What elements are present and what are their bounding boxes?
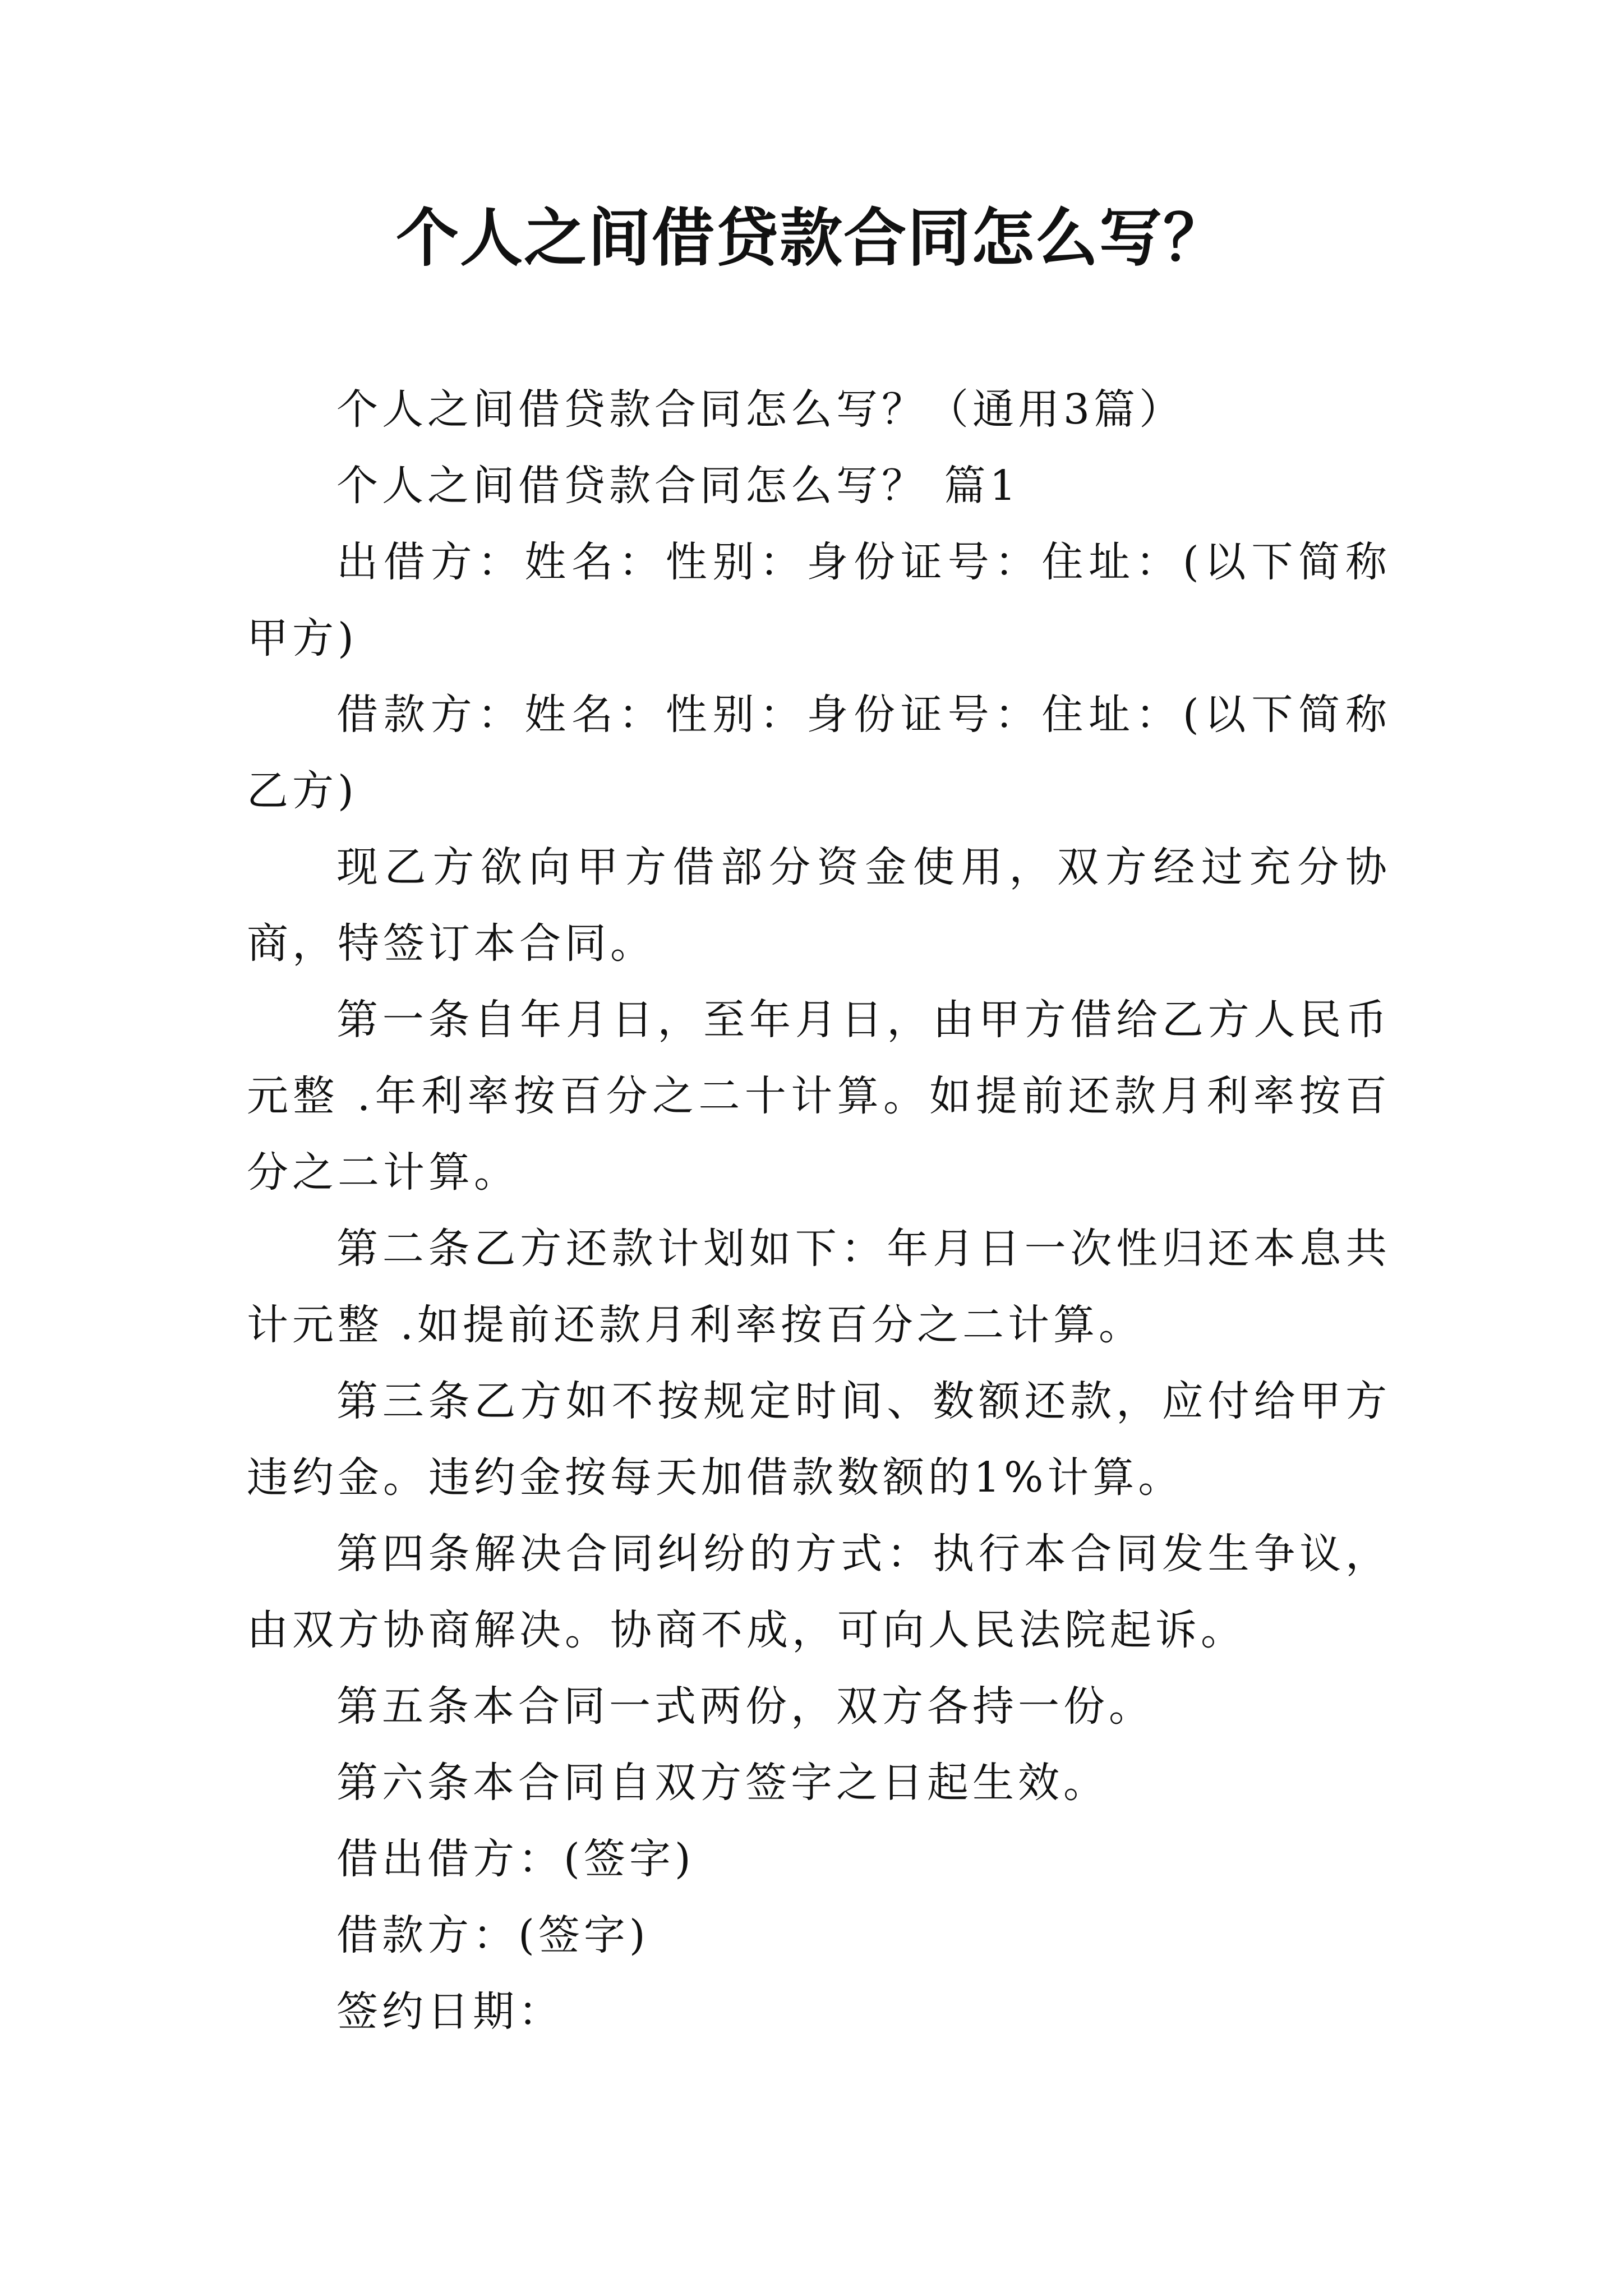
paragraph-borrower: 借款方：姓名：性别：身份证号：住址：(以下简称乙方): [247, 691, 1391, 815]
paragraph-article-4: 第四条解决合同纠纷的方式：执行本合同发生争议，由双方协商解决。协商不成，可向人民法院起诉。: [247, 1530, 1391, 1654]
paragraph-article-5: 第五条本合同一式两份，双方各持一份。: [336, 1682, 1154, 1731]
paragraph-article-6: 第六条本合同自双方签字之日起生效。: [336, 1759, 1109, 1807]
paragraph-section-heading: 个人之间借贷款合同怎么写？ 篇1: [336, 462, 1020, 510]
signing-date: 签约日期：: [336, 1987, 564, 2036]
paragraph-subtitle: 个人之间借贷款合同怎么写？（通用3篇）: [336, 385, 1185, 434]
page-title: 个人之间借贷款合同怎么写？: [396, 201, 1227, 275]
signature-borrower: 借款方：(签字): [336, 1911, 649, 1959]
paragraph-article-3: 第三条乙方如不按规定时间、数额还款，应付给甲方违约金。违约金按每天加借款数额的1%计算。: [247, 1377, 1391, 1502]
paragraph-preamble: 现乙方欲向甲方借部分资金使用，双方经过充分协商，特签订本合同。: [247, 843, 1391, 968]
signature-lender: 借出借方：(签字): [336, 1835, 695, 1883]
paragraph-article-1: 第一条自年月日，至年月日，由甲方借给乙方人民币元整 .年利率按百分之二十计算。如提前还款月利率按百分之二计算。: [247, 996, 1391, 1197]
document-body: [247, 371, 1391, 2050]
paragraph-article-2: 第二条乙方还款计划如下：年月日一次性归还本息共计元整 .如提前还款月利率按百分之二计算。: [247, 1225, 1391, 1349]
paragraph-lender: 出借方：姓名：性别：身份证号：住址：(以下简称甲方): [247, 538, 1391, 662]
